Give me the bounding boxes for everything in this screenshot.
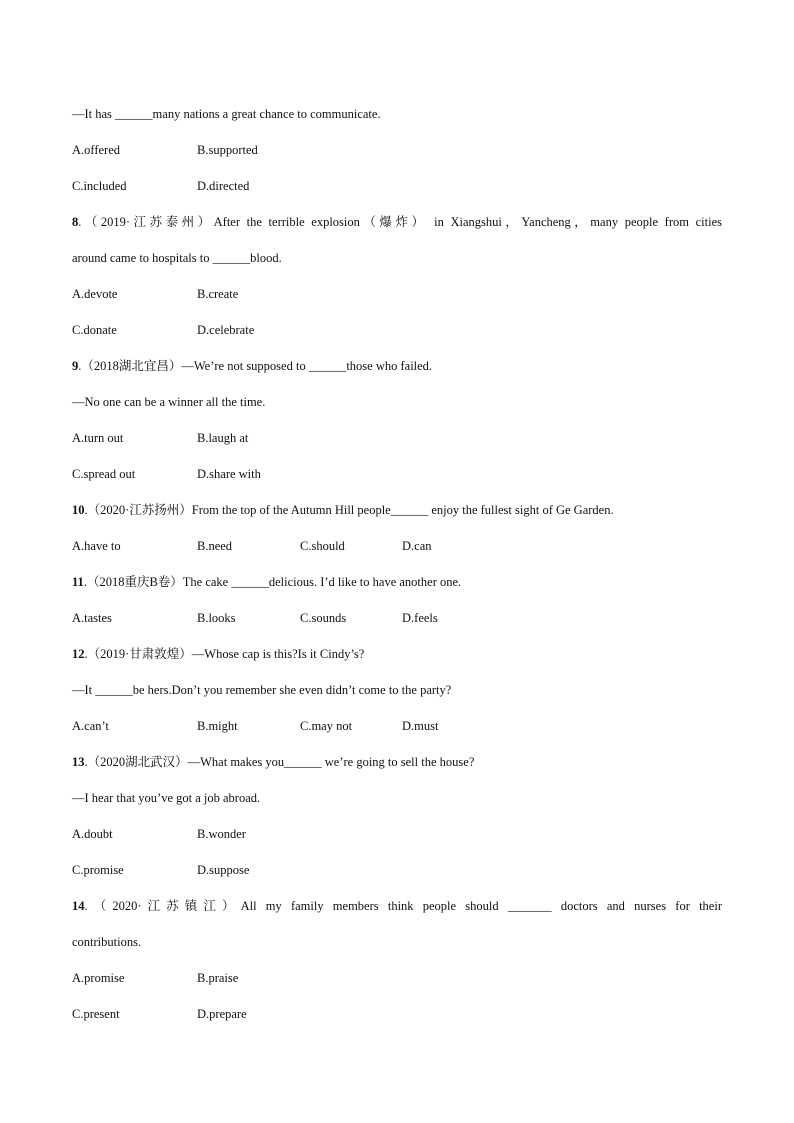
q10-stem [72,503,722,517]
question-text: .（2020·江苏镇江）All my family members think people should _______ doctors and nurses for their [84,899,722,913]
option-b[interactable]: B.looks [197,611,236,625]
q14-options-row1 [72,971,722,985]
option-a[interactable]: A.tastes [72,611,112,625]
q7-stem-line2: —It has ______many nations a great chance to communicate. [72,107,381,121]
option-b[interactable]: B.might [197,719,238,733]
option-d[interactable]: D.feels [402,611,438,625]
q14-stem-line2: contributions. [72,935,142,949]
option-b[interactable]: B.need [197,539,233,553]
q10-options [72,539,722,553]
option-a[interactable]: A.devote [72,287,118,301]
q8-stem-line2: around came to hospitals to ______blood. [72,251,282,265]
option-d[interactable]: D.celebrate [197,323,255,337]
option-d[interactable]: D.prepare [197,1007,247,1021]
question-number: 9 [72,359,79,373]
option-b[interactable]: B.create [197,287,239,301]
question-number: 13 [72,755,85,769]
question-text: .（2019·江苏泰州）After the terrible explosion（爆炸） in Xiangshui，Yancheng，many people from cities [78,215,722,229]
question-number: 12 [72,647,85,661]
q8-stem [72,215,722,229]
q12-stem [72,647,722,661]
q12-options [72,719,722,733]
q12-stem-line2: —It ______be hers.Don’t you remember she even didn’t come to the party? [72,683,452,697]
option-b[interactable]: B.praise [197,971,239,985]
option-a[interactable]: A.promise [72,971,125,985]
question-number: 14 [72,899,85,913]
option-c[interactable]: C.promise [72,863,124,877]
q11-stem [72,575,722,589]
option-c[interactable]: C.should [300,539,345,553]
option-c[interactable]: C.present [72,1007,120,1021]
q8-options-row2 [72,323,722,337]
question-text: .（2020·江苏扬州）From the top of the Autumn Hill people______ enjoy the fullest sight of Ge Garden. [84,503,614,517]
option-b[interactable]: B.supported [197,143,258,157]
option-d[interactable]: D.directed [197,179,250,193]
question-text: .（2018湖北宜昌）—We’re not supposed to ______those who failed. [78,359,433,373]
option-c[interactable]: C.donate [72,323,117,337]
q14-options-row2 [72,1007,722,1021]
question-number: 11 [72,575,84,589]
option-c[interactable]: C.included [72,179,127,193]
option-b[interactable]: B.laugh at [197,431,249,445]
q13-options-row2 [72,863,722,877]
option-c[interactable]: C.spread out [72,467,136,481]
option-c[interactable]: C.may not [300,719,353,733]
q9-stem [72,359,722,373]
q7-options-row2 [72,179,722,193]
q11-options [72,611,722,625]
option-b[interactable]: B.wonder [197,827,246,841]
option-d[interactable]: D.can [402,539,432,553]
option-a[interactable]: A.offered [72,143,121,157]
option-a[interactable]: A.have to [72,539,121,553]
q14-stem [72,899,722,913]
question-text: .（2018重庆B卷）The cake ______delicious. I’d like to have another one. [83,575,462,589]
q13-options-row1 [72,827,722,841]
question-text: .（2020湖北武汉）—What makes you______ we’re going to sell the house? [84,755,475,769]
option-c[interactable]: C.sounds [300,611,347,625]
option-d[interactable]: D.suppose [197,863,250,877]
option-a[interactable]: A.doubt [72,827,113,841]
question-text: .（2019·甘肃敦煌）—Whose cap is this?Is it Cindy’s? [84,647,365,661]
option-d[interactable]: D.must [402,719,439,733]
q13-stem [72,755,722,769]
question-number: 10 [72,503,85,517]
question-number: 8 [72,215,79,229]
q13-stem-line2: —I hear that you’ve got a job abroad. [72,791,261,805]
option-d[interactable]: D.share with [197,467,261,481]
option-a[interactable]: A.turn out [72,431,124,445]
q9-options-row2 [72,467,722,481]
option-a[interactable]: A.can’t [72,719,109,733]
q9-options-row1 [72,431,722,445]
q8-options-row1 [72,287,722,301]
q7-options-row1 [72,143,722,157]
q9-stem-line2: —No one can be a winner all the time. [72,395,266,409]
